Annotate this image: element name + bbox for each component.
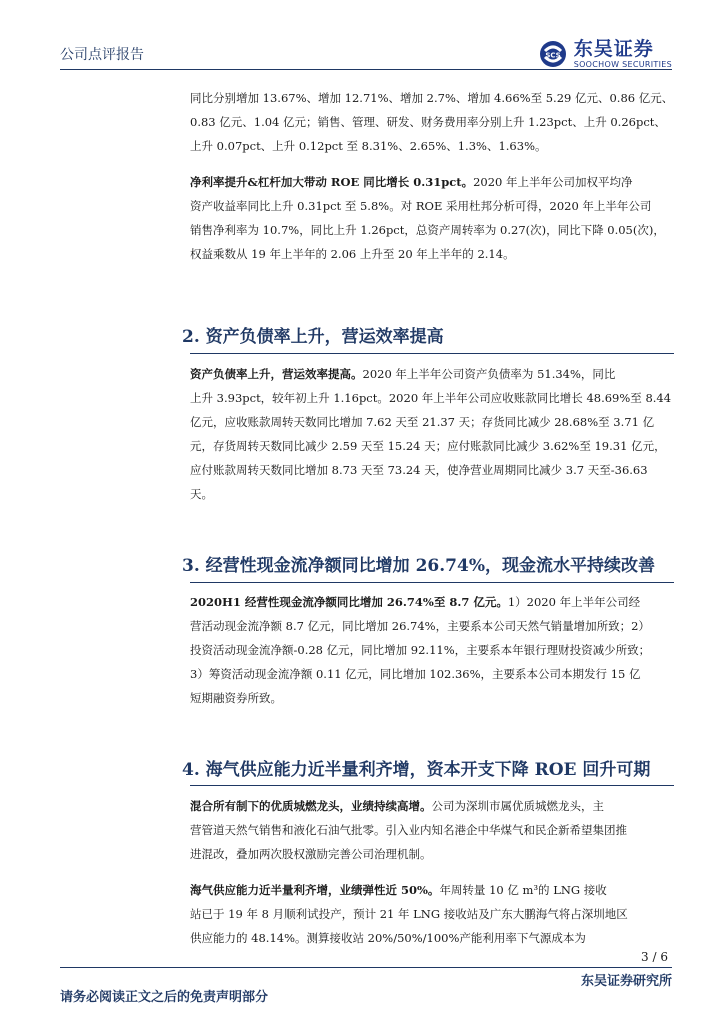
footer-divider [60, 967, 672, 968]
para-lead: 资产负债率上升，营运效率提高。 [190, 367, 363, 381]
svg-text:SCS: SCS [545, 51, 561, 60]
para-line: 资产收益率同比上升 0.31pct 至 5.8%。对 ROE 采用杜邦分析可得，2020 年上半年公司 [190, 199, 652, 213]
section-divider [190, 353, 674, 354]
para-line: 年周转量 10 亿 m³的 LNG 接收 [439, 883, 607, 897]
para-line: 投资活动现金流净额-0.28 亿元，同比增加 92.11%，主要系本年银行理财投资减少所致； [190, 643, 651, 657]
para-line: 3）筹资活动现金流净额 0.11 亿元，同比增加 102.36%，主要系本公司本期发行 15 亿 [190, 667, 641, 681]
roe-paragraph [190, 170, 674, 266]
para-line: 同比分别增加 13.67%、增加 12.71%、增加 2.7%、增加 4.66%至 5.29 亿元、0.86 亿元、 [190, 91, 674, 105]
para-lead: 海气供应能力近半量利齐增，业绩弹性近 50%。 [190, 883, 440, 897]
para-line: 1）2020 年上半年公司经 [507, 595, 641, 609]
balance-sheet-paragraph [190, 362, 674, 506]
disclaimer-notice: 请务必阅读正文之后的免责声明部分 [60, 990, 269, 1005]
para-line: 权益乘数从 19 年上半年的 2.06 上升至 20 年上半年的 2.14。 [190, 247, 515, 261]
section-title-2: 2. 资产负债率上升，营运效率提高 [182, 327, 444, 347]
soochow-logo-icon [538, 39, 568, 69]
para-line: 亿元，应收账款周转天数同比增加 7.62 天至 21.37 天；存货同比减少 28.68%至 3.71 亿 [190, 415, 655, 429]
section-title-4: 4. 海气供应能力近半量利齐增，资本开支下降 ROE 回升可期 [182, 760, 651, 780]
company-logo [538, 38, 672, 70]
para-line: 进混改，叠加两次股权激励完善公司治理机制。 [190, 847, 432, 861]
para-line: 2020 年上半年公司加权平均净 [473, 175, 633, 189]
para-line: 公司为深圳市属优质城燃龙头，主 [431, 799, 604, 813]
section-title-3: 3. 经营性现金流净额同比增加 26.74%，现金流水平持续改善 [182, 556, 655, 576]
logo-name-cn: 东吴证券 [573, 38, 654, 60]
header-divider [60, 69, 672, 70]
para-line: 0.83 亿元、1.04 亿元；销售、管理、研发、财务费用率分别上升 1.23pct、上升 0.26pct、 [190, 115, 666, 129]
section-4-body [190, 794, 674, 950]
para-line: 营活动现金流净额 8.7 亿元，同比增加 26.74%，主要系本公司天然气销量增加所致；2） [190, 619, 650, 633]
section-divider [190, 582, 674, 583]
para-line: 营管道天然气销售和液化石油气批零。引入业内知名港企中华煤气和民企新希望集团推 [190, 823, 627, 837]
lng-paragraph [190, 878, 674, 950]
expense-paragraph [190, 86, 674, 158]
section-divider [190, 785, 674, 786]
city-gas-paragraph [190, 794, 674, 866]
para-lead: 混合所有制下的优质城燃龙头，业绩持续高增。 [190, 799, 432, 813]
report-type-label: 公司点评报告 [60, 47, 144, 63]
para-line: 2020 年上半年公司资产负债率为 51.34%，同比 [362, 367, 616, 381]
para-line: 应付账款周转天数同比增加 8.73 天至 73.24 天，使净营业周期同比减少 3.7 天至-36.63 [190, 463, 648, 477]
para-line: 天。 [190, 487, 213, 501]
para-line: 元，存货周转天数同比减少 2.59 天至 15.24 天；应付账款同比减少 3.62%至 19.31 亿元， [190, 439, 666, 453]
para-line: 上升 3.93pct，较年初上升 1.16pct。2020 年上半年公司应收账款同比增长 48.69%至 8.44 [190, 391, 672, 405]
intro-section [190, 86, 674, 266]
page-number: 3 / 6 [641, 950, 668, 964]
para-line: 销售净利率为 10.7%，同比上升 1.26pct，总资产周转率为 0.27(次)，同比下降 0.05(次)， [190, 223, 665, 237]
para-lead: 2020H1 经营性现金流净额同比增加 26.74%至 8.7 亿元。 [190, 595, 508, 609]
para-line: 供应能力的 48.14%。测算接收站 20%/50%/100%产能利用率下气源成本为 [190, 931, 586, 945]
para-line: 上升 0.07pct、上升 0.12pct 至 8.31%、2.65%、1.3%、1.63%。 [190, 139, 547, 153]
para-line: 短期融资券所致。 [190, 691, 282, 705]
cashflow-paragraph [190, 590, 674, 710]
para-line: 站已于 19 年 8 月顺利试投产，预计 21 年 LNG 接收站及广东大鹏海气将占深圳地区 [190, 907, 628, 921]
research-institute-name: 东吴证券研究所 [580, 974, 672, 989]
section-2-body [190, 362, 674, 506]
para-lead: 净利率提升&杠杆加大带动 ROE 同比增长 0.31pct。 [190, 175, 474, 189]
logo-name-en: SOOCHOW SECURITIES [573, 60, 672, 69]
section-3-body [190, 590, 674, 710]
